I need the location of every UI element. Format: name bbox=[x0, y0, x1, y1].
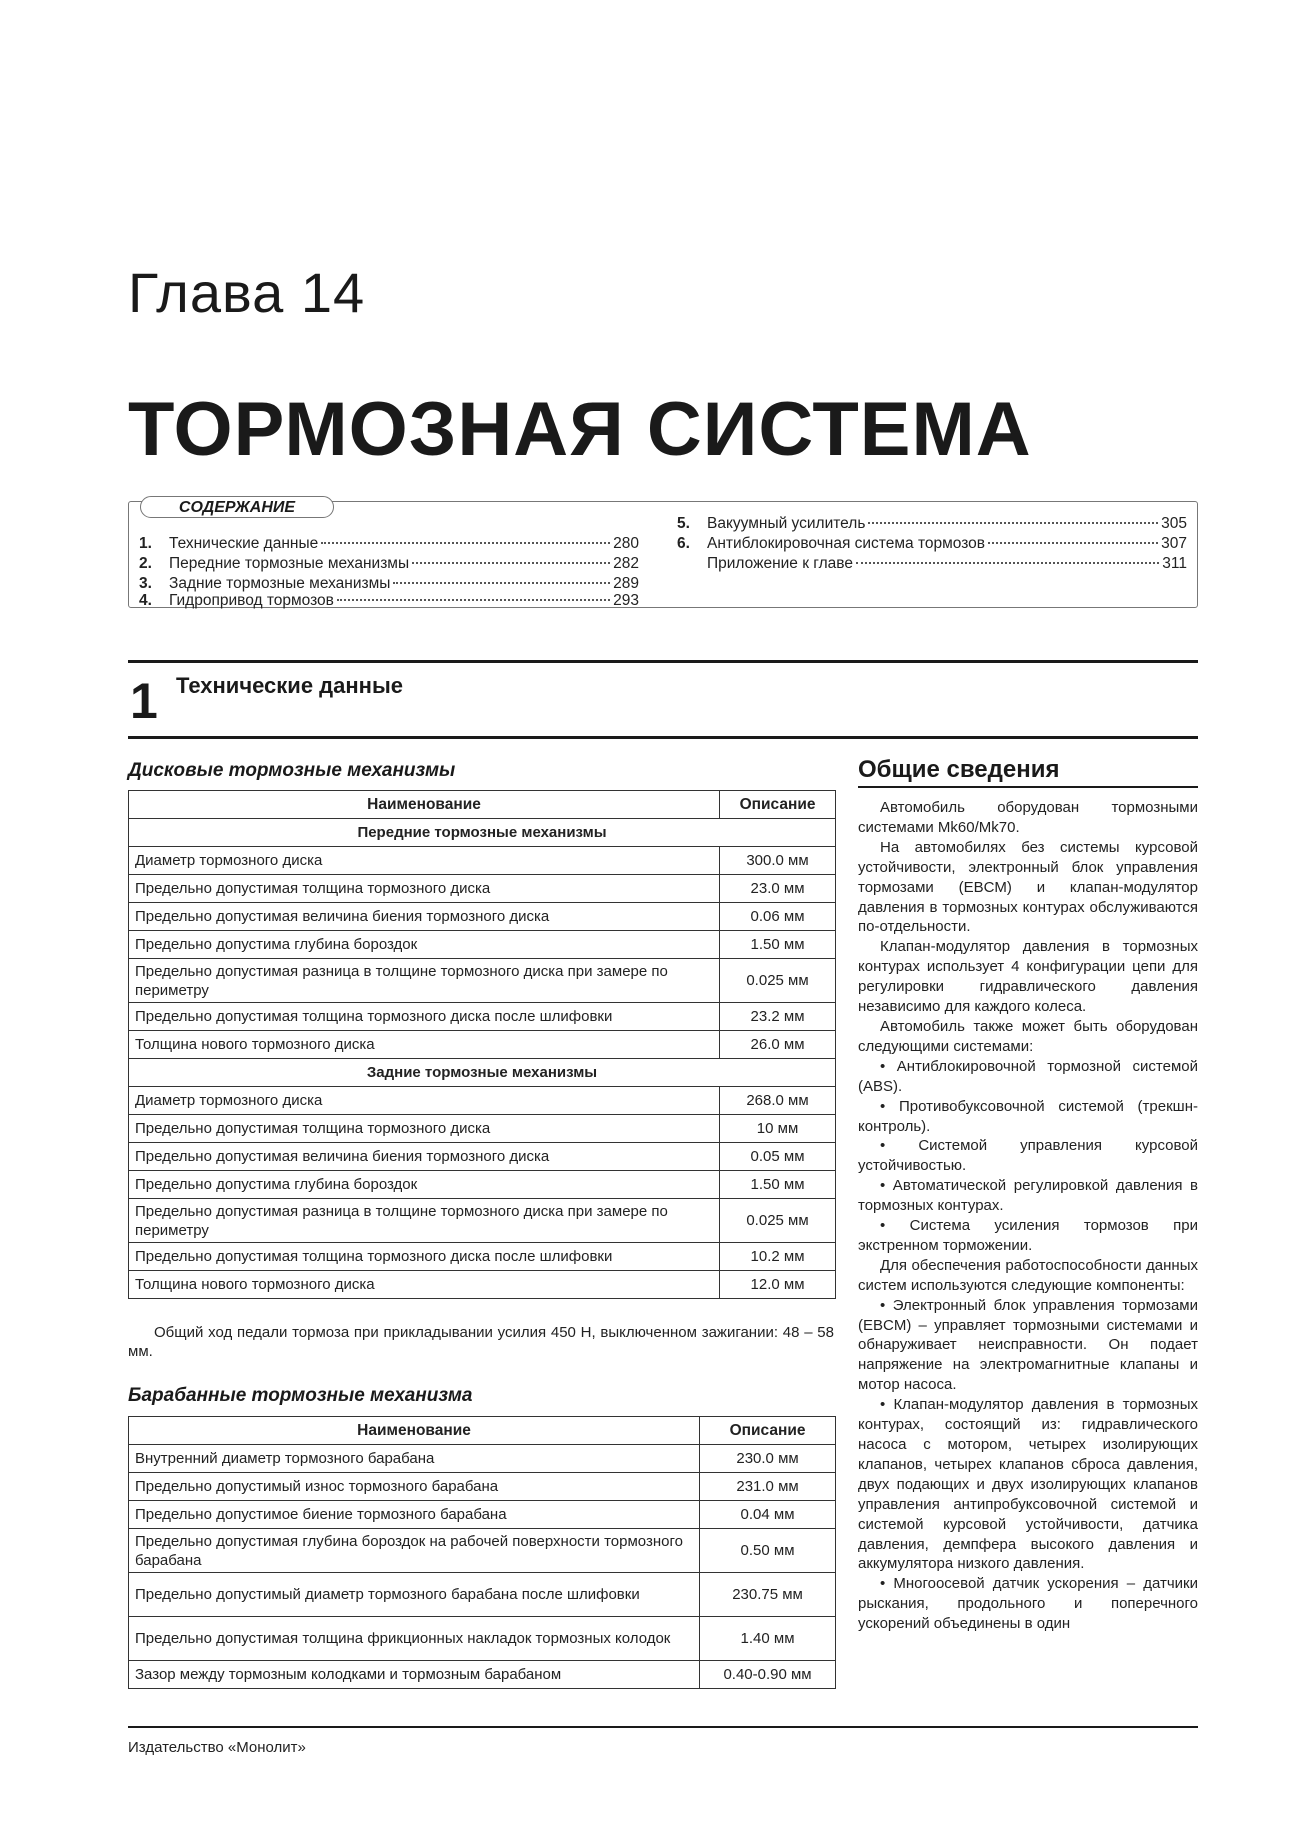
bullet-item: • Электронный блок управления тормозами (EBCM) – управляет тормозными системами и обнаруживает неисправности. Он подает напряжение на электромагнитные клапаны и мотор насоса. bbox=[858, 1296, 1198, 1394]
spec-value: 230.75 мм bbox=[700, 1573, 836, 1617]
table-row bbox=[129, 1445, 836, 1473]
footer-rule bbox=[128, 1726, 1198, 1728]
column-header-description: Описание bbox=[700, 1417, 836, 1445]
pedal-travel-note: Общий ход педали тормоза при прикладывании усилия 450 Н, выключенном зажигании: 48 – 58 мм. bbox=[128, 1324, 834, 1360]
toc-entry-title: Задние тормозные механизмы bbox=[169, 575, 391, 592]
toc-entry[interactable] bbox=[139, 534, 639, 554]
section-title: Технические данные bbox=[176, 673, 403, 698]
spec-name: Предельно допустимая глубина бороздок на рабочей поверхности тормозного барабана bbox=[129, 1529, 700, 1573]
table-subheader-row bbox=[129, 819, 836, 847]
toc-entry[interactable] bbox=[139, 594, 639, 608]
spec-value: 0.04 мм bbox=[700, 1501, 836, 1529]
spec-name: Толщина нового тормозного диска bbox=[129, 1031, 720, 1059]
general-info-rule bbox=[858, 786, 1198, 788]
bullet-item: • Антиблокировочной тормозной системой (ABS). bbox=[858, 1057, 1198, 1095]
spec-name: Диаметр тормозного диска bbox=[129, 1087, 720, 1115]
table-header-row bbox=[129, 1417, 836, 1445]
drum-brakes-heading: Барабанные тормозные механизма bbox=[128, 1385, 473, 1406]
body-paragraph: Для обеспечения работоспособности данных систем используются следующие компоненты: bbox=[858, 1256, 1198, 1294]
spec-value: 23.0 мм bbox=[720, 875, 836, 903]
spec-value: 12.0 мм bbox=[720, 1271, 836, 1299]
toc-entry-number: 6. bbox=[677, 535, 690, 552]
toc-entry-number: 3. bbox=[139, 575, 152, 592]
table-subheader-row bbox=[129, 1059, 836, 1087]
table-row bbox=[129, 959, 836, 1003]
table-row bbox=[129, 1171, 836, 1199]
bullet-item: • Автоматической регулировкой давления в тормозных контурах. bbox=[858, 1177, 1198, 1215]
publisher-footer: Издательство «Монолит» bbox=[128, 1739, 306, 1756]
table-row bbox=[129, 1661, 836, 1689]
spec-value: 0.40-0.90 мм bbox=[700, 1661, 836, 1689]
spec-name: Предельно допустимая толщина фрикционных накладок тормозных колодок bbox=[129, 1617, 700, 1661]
body-paragraph: Клапан-модулятор давления в тормозных контурах использует 4 конфигурации цепи для регулировки гидравлического давления независимо для каждого колеса. bbox=[858, 938, 1198, 1016]
toc-entry-page: 293 bbox=[613, 592, 639, 609]
bullet-item: • Система усиления тормозов при экстренном торможении. bbox=[858, 1217, 1198, 1254]
disc-brakes-table bbox=[128, 790, 836, 1299]
spec-value: 1.50 мм bbox=[720, 931, 836, 959]
toc-heading: СОДЕРЖАНИЕ bbox=[140, 496, 334, 518]
table-row bbox=[129, 1199, 836, 1243]
table-header-row bbox=[129, 791, 836, 819]
spec-name: Толщина нового тормозного диска bbox=[129, 1271, 720, 1299]
table-row bbox=[129, 1031, 836, 1059]
toc-entry[interactable] bbox=[677, 534, 1187, 554]
spec-value: 26.0 мм bbox=[720, 1031, 836, 1059]
spec-name: Предельно допустимое биение тормозного барабана bbox=[129, 1501, 700, 1529]
table-row bbox=[129, 1529, 836, 1573]
spec-value: 231.0 мм bbox=[700, 1473, 836, 1501]
general-info-body bbox=[858, 798, 1198, 1634]
spec-value: 1.40 мм bbox=[700, 1617, 836, 1661]
spec-name: Зазор между тормозным колодками и тормозным барабаном bbox=[129, 1661, 700, 1689]
table-row bbox=[129, 1143, 836, 1171]
toc-entry-page: 305 bbox=[1161, 515, 1187, 532]
toc-entry-title: Приложение к главе bbox=[707, 555, 853, 572]
spec-value: 10 мм bbox=[720, 1115, 836, 1143]
chapter-label: Глава 14 bbox=[128, 261, 366, 324]
spec-value: 1.50 мм bbox=[720, 1171, 836, 1199]
toc-dot-leader bbox=[393, 582, 610, 584]
spec-value: 10.2 мм bbox=[720, 1243, 836, 1271]
spec-name: Предельно допустимая разница в толщине тормозного диска при замере по периметру bbox=[129, 959, 720, 1003]
toc-entry-number: 5. bbox=[677, 515, 690, 532]
spec-name: Предельно допустима глубина бороздок bbox=[129, 1171, 720, 1199]
spec-value: 0.05 мм bbox=[720, 1143, 836, 1171]
front-brakes-label: Передние тормозные механизмы bbox=[129, 819, 836, 847]
spec-value: 0.025 мм bbox=[720, 1199, 836, 1243]
toc-dot-leader bbox=[321, 542, 610, 544]
table-row bbox=[129, 1243, 836, 1271]
bullet-item: • Противобуксовочной системой (трекшн-контроль). bbox=[858, 1097, 1198, 1135]
spec-value: 0.06 мм bbox=[720, 903, 836, 931]
toc-dot-leader bbox=[856, 562, 1159, 564]
toc-entry-title: Гидропривод тормозов bbox=[169, 592, 334, 609]
toc-entry-number: 4. bbox=[139, 592, 152, 609]
bullet-item: • Системой управления курсовой устойчивостью. bbox=[858, 1137, 1198, 1175]
toc-dot-leader bbox=[988, 542, 1158, 544]
table-row bbox=[129, 847, 836, 875]
spec-name: Предельно допустима глубина бороздок bbox=[129, 931, 720, 959]
table-row bbox=[129, 931, 836, 959]
spec-name: Диаметр тормозного диска bbox=[129, 847, 720, 875]
spec-name: Предельно допустимая толщина тормозного диска после шлифовки bbox=[129, 1243, 720, 1271]
column-header-name: Наименование bbox=[129, 1417, 700, 1445]
spec-name: Предельно допустимая величина биения тормозного диска bbox=[129, 903, 720, 931]
column-header-name: Наименование bbox=[129, 791, 720, 819]
spec-value: 0.025 мм bbox=[720, 959, 836, 1003]
section-top-rule bbox=[128, 660, 1198, 663]
table-row bbox=[129, 1271, 836, 1299]
toc-entry-page: 311 bbox=[1162, 555, 1187, 572]
table-row bbox=[129, 1003, 836, 1031]
table-row bbox=[129, 875, 836, 903]
general-info-heading: Общие сведения bbox=[858, 756, 1060, 783]
drum-brakes-table bbox=[128, 1416, 836, 1689]
table-row bbox=[129, 1573, 836, 1617]
toc-entry-number: 1. bbox=[139, 535, 152, 552]
toc-entry-page: 280 bbox=[613, 535, 639, 552]
chapter-title: ТОРМОЗНАЯ СИСТЕМА bbox=[128, 387, 1032, 472]
spec-name: Предельно допустимый износ тормозного барабана bbox=[129, 1473, 700, 1501]
toc-entry-title: Технические данные bbox=[169, 535, 319, 552]
toc-entry-page: 289 bbox=[613, 575, 639, 592]
toc-entry[interactable] bbox=[139, 574, 639, 594]
toc-entry[interactable] bbox=[139, 554, 639, 574]
table-row bbox=[129, 1115, 836, 1143]
spec-name: Предельно допустимый диаметр тормозного барабана после шлифовки bbox=[129, 1573, 700, 1617]
spec-name: Предельно допустимая толщина тормозного диска bbox=[129, 875, 720, 903]
bullet-item: • Клапан-модулятор давления в тормозных контурах, состоящий из: гидравлического насоса с мотором, четырех изолирующих клапанов, четырех клапанов сброса давления, двух подающих и двух изолирующих клапанов управления антипробуксовочной системой и системой курсовой устойчивости, датчика давления, демпфера высокого давления и аккумулятора низкого давления. bbox=[858, 1396, 1198, 1573]
spec-name: Предельно допустимая разница в толщине тормозного диска при замере по периметру bbox=[129, 1199, 720, 1243]
toc-entry-title: Вакуумный усилитель bbox=[707, 515, 866, 532]
table-row bbox=[129, 1501, 836, 1529]
toc-entry-title: Антиблокировочная система тормозов bbox=[707, 535, 985, 552]
section-bottom-rule bbox=[128, 736, 1198, 739]
toc-entry-number: 2. bbox=[139, 555, 152, 572]
toc-entry-page: 282 bbox=[613, 555, 639, 572]
toc-entry-page: 307 bbox=[1161, 535, 1187, 552]
toc-entry[interactable] bbox=[677, 554, 1187, 574]
toc-entry-title: Передние тормозные механизмы bbox=[169, 555, 410, 572]
toc-dot-leader bbox=[337, 599, 610, 601]
body-paragraph: Автомобиль также может быть оборудован следующими системами: bbox=[858, 1017, 1198, 1055]
rear-brakes-label: Задние тормозные механизмы bbox=[129, 1059, 836, 1087]
spec-value: 300.0 мм bbox=[720, 847, 836, 875]
spec-value: 0.50 мм bbox=[700, 1529, 836, 1573]
body-paragraph: Автомобиль оборудован тормозными системами Mk60/Mk70. bbox=[858, 799, 1198, 836]
toc-entry[interactable] bbox=[677, 514, 1187, 534]
disc-brakes-heading: Дисковые тормозные механизмы bbox=[128, 760, 456, 781]
column-header-description: Описание bbox=[720, 791, 836, 819]
spec-value: 230.0 мм bbox=[700, 1445, 836, 1473]
table-row bbox=[129, 1087, 836, 1115]
spec-name: Предельно допустимая толщина тормозного диска bbox=[129, 1115, 720, 1143]
spec-value: 268.0 мм bbox=[720, 1087, 836, 1115]
table-row bbox=[129, 1617, 836, 1661]
toc-dot-leader bbox=[412, 562, 610, 564]
table-row bbox=[129, 903, 836, 931]
spec-name: Предельно допустимая величина биения тормозного диска bbox=[129, 1143, 720, 1171]
body-paragraph: На автомобилях без системы курсовой устойчивости, электронный блок управления тормозами (EBCM) и клапан-модулятор давления в тормозных контурах обслуживаются по-отдельности. bbox=[858, 838, 1198, 936]
spec-value: 23.2 мм bbox=[720, 1003, 836, 1031]
section-number: 1 bbox=[130, 673, 158, 729]
table-row bbox=[129, 1473, 836, 1501]
bullet-item: • Многоосевой датчик ускорения – датчики рыскания, продольного и поперечного ускорений объединены в один bbox=[858, 1575, 1198, 1633]
toc-dot-leader bbox=[868, 522, 1158, 524]
spec-name: Внутренний диаметр тормозного барабана bbox=[129, 1445, 700, 1473]
spec-name: Предельно допустимая толщина тормозного диска после шлифовки bbox=[129, 1003, 720, 1031]
